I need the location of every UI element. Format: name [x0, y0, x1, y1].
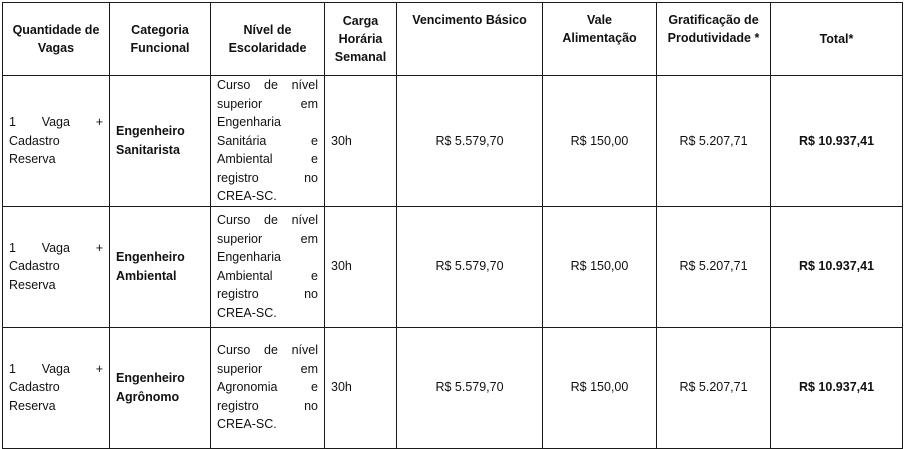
cell-categoria: Engenheiro Sanitarista	[110, 76, 211, 207]
qtd-plus: +	[95, 361, 103, 376]
header-vencimento: Vencimento Básico	[397, 3, 543, 76]
cell-quantidade	[3, 327, 110, 448]
quantidade-first-line	[9, 360, 103, 379]
cell-carga: 30h	[325, 76, 397, 207]
cell-categoria: Engenheiro Ambiental	[110, 206, 211, 327]
qtd-word: Vaga	[41, 361, 70, 376]
cell-escolaridade: Curso de nível superior em Engenharia Ambiental e registro no CREA-SC.	[211, 206, 325, 327]
qtd-word: Vaga	[41, 115, 70, 129]
header-vale: Vale Alimentação	[543, 3, 657, 76]
qtd-rest: Cadastro Reserva	[9, 259, 60, 292]
vagas-table	[2, 2, 903, 449]
quantidade-first-line	[9, 113, 103, 132]
header-quantidade: Quantidade de Vagas	[3, 3, 110, 76]
cell-vencimento: R$ 5.579,70	[397, 206, 543, 327]
header-row	[3, 3, 903, 76]
cell-quantidade	[3, 76, 110, 207]
cell-escolaridade: Curso de nível superior em Engenharia Sanitária e Ambiental e registro no CREA-SC.	[211, 76, 325, 207]
qtd-word: Vaga	[41, 240, 70, 255]
table-row	[3, 76, 903, 207]
cell-gratificacao: R$ 5.207,71	[657, 327, 771, 448]
qtd-rest: Cadastro Reserva	[9, 380, 60, 413]
cell-categoria: Engenheiro Agrônomo	[110, 327, 211, 448]
qtd-number: 1	[9, 361, 16, 376]
qtd-number: 1	[9, 240, 16, 255]
cell-vale: R$ 150,00	[543, 206, 657, 327]
qtd-plus: +	[95, 240, 103, 255]
cell-gratificacao: R$ 5.207,71	[657, 206, 771, 327]
cell-gratificacao: R$ 5.207,71	[657, 76, 771, 207]
header-carga: Carga Horária Semanal	[325, 3, 397, 76]
header-escolaridade: Nível de Escolaridade	[211, 3, 325, 76]
qtd-plus: +	[95, 115, 103, 129]
cell-escolaridade: Curso de nível superior em Agronomia e registro no CREA-SC.	[211, 327, 325, 448]
cell-vale: R$ 150,00	[543, 327, 657, 448]
header-gratificacao: Gratificação de Produtividade *	[657, 3, 771, 76]
header-categoria: Categoria Funcional	[110, 3, 211, 76]
table-row	[3, 206, 903, 327]
cell-total: R$ 10.937,41	[771, 327, 903, 448]
table-row	[3, 327, 903, 448]
qtd-number: 1	[9, 115, 16, 129]
cell-carga: 30h	[325, 206, 397, 327]
cell-quantidade	[3, 206, 110, 327]
cell-total: R$ 10.937,41	[771, 76, 903, 207]
cell-vale: R$ 150,00	[543, 76, 657, 207]
cell-vencimento: R$ 5.579,70	[397, 327, 543, 448]
cell-vencimento: R$ 5.579,70	[397, 76, 543, 207]
qtd-rest: Cadastro Reserva	[9, 133, 60, 166]
cell-total: R$ 10.937,41	[771, 206, 903, 327]
header-total: Total*	[771, 3, 903, 76]
cell-carga: 30h	[325, 327, 397, 448]
quantidade-first-line	[9, 239, 103, 258]
